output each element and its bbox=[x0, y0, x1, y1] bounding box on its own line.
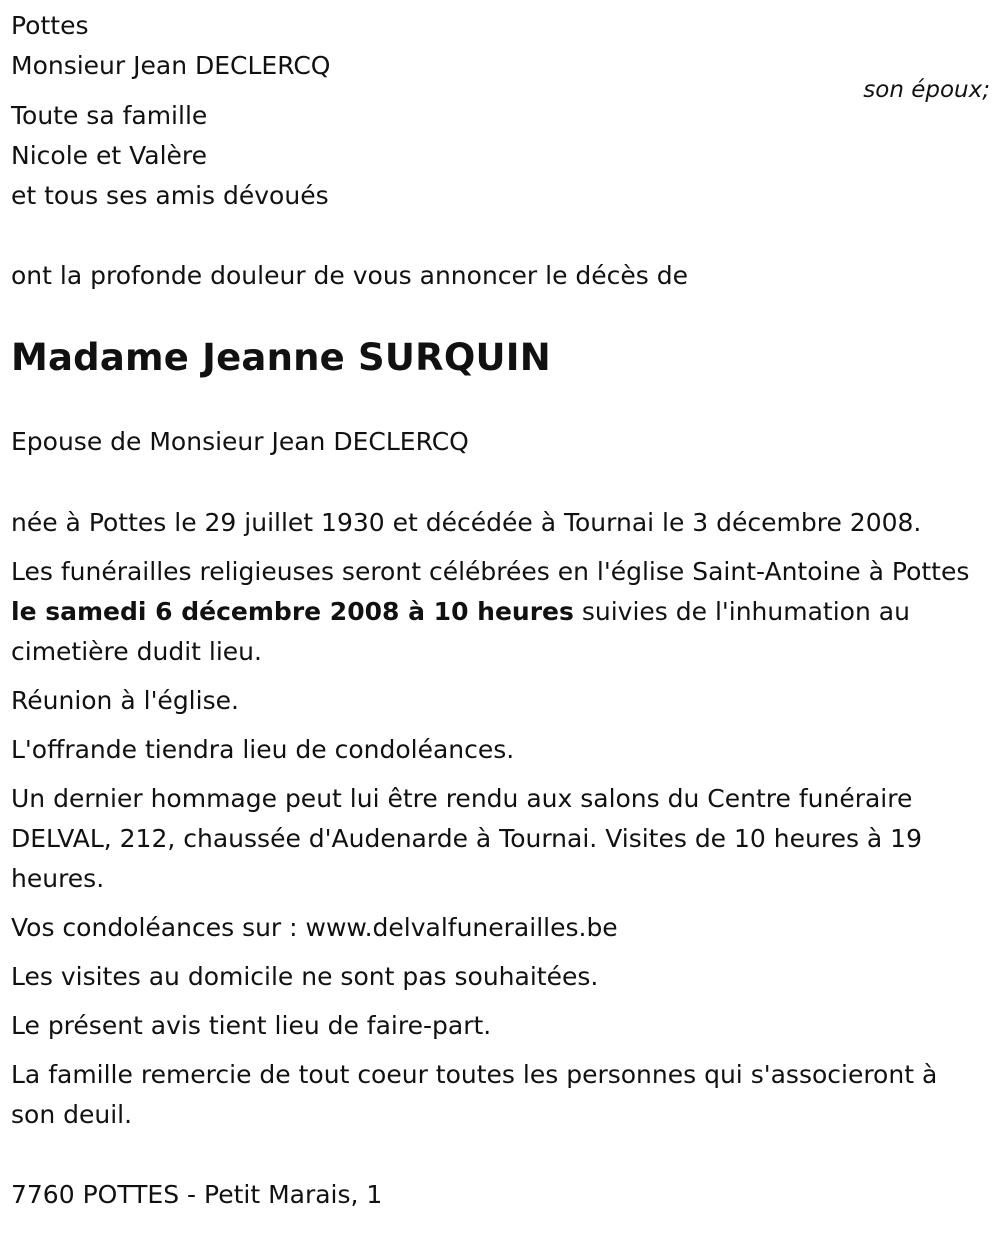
whole-family-line: Toute sa famille bbox=[11, 101, 208, 130]
deceased-name: Madame Jeanne SURQUIN bbox=[11, 336, 551, 379]
announcement-intro: ont la profonde douleur de vous annoncer le décès de bbox=[11, 261, 689, 290]
spouse-relation-line: Epouse de Monsieur Jean DECLERCQ bbox=[11, 427, 469, 456]
meeting-line: Réunion à l'église. bbox=[11, 686, 239, 715]
funeral-date: le samedi 6 décembre 2008 à 10 heures bbox=[11, 597, 574, 626]
funeral-text-end: suivies de l'inhumation au cimetière dudit lieu. bbox=[11, 597, 910, 666]
friends-line: et tous ses amis dévoués bbox=[11, 181, 329, 210]
condolences-line: Vos condoléances sur : www.delvalfunerailles.be bbox=[11, 913, 618, 942]
funeral-details bbox=[11, 552, 986, 1135]
obituary-notice bbox=[11, 6, 986, 1215]
spouse-name: Monsieur Jean DECLERCQ bbox=[11, 51, 331, 80]
relatives-line: Nicole et Valère bbox=[11, 141, 208, 170]
offering-line: L'offrande tiendra lieu de condoléances. bbox=[11, 735, 515, 764]
spouse-block bbox=[11, 6, 986, 86]
funeral-paragraph bbox=[11, 552, 986, 672]
family-block bbox=[11, 96, 986, 216]
notice-line: Le présent avis tient lieu de faire-part. bbox=[11, 1011, 492, 1040]
homage-paragraph: Un dernier hommage peut lui être rendu aux salons du Centre funéraire DELVAL, 212, chaussée d'Audenarde à Tournai. Visites de 10 heures à 19 heures. bbox=[11, 784, 922, 893]
spouse-role-note: son époux; bbox=[863, 77, 990, 103]
home-visits-line: Les visites au domicile ne sont pas souhaitées. bbox=[11, 962, 599, 991]
funeral-text-start: Les funérailles religieuses seront célébrées en l'église Saint-Antoine à Pottes bbox=[11, 557, 970, 586]
town-line: Pottes bbox=[11, 11, 89, 40]
address-line: 7760 POTTES - Petit Marais, 1 bbox=[11, 1180, 383, 1209]
birth-death-line: née à Pottes le 29 juillet 1930 et décédée à Tournai le 3 décembre 2008. bbox=[11, 508, 922, 537]
thanks-paragraph: La famille remercie de tout coeur toutes les personnes qui s'associeront à son deuil. bbox=[11, 1060, 938, 1129]
